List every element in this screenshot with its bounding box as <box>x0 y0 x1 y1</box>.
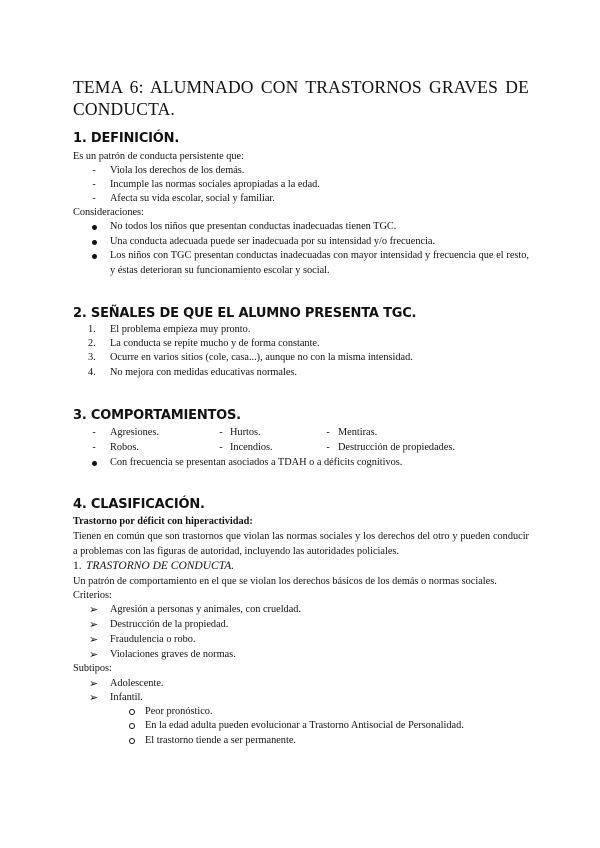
list-item: Los niños con TGC presentan conductas inadecuadas con mayor intensidad y frecuencia que el resto, y éstas deterioran su funcionamiento escolar y social. <box>110 250 529 276</box>
arrow-marker: ➢ <box>89 649 99 661</box>
dash-marker: - <box>92 427 96 438</box>
circle-marker <box>129 709 135 715</box>
list-item: Con frecuencia se presentan asociados a TDAH o a déficits cognitivos. <box>110 457 403 468</box>
bullet-marker <box>92 225 97 230</box>
infantil-item: En la edad adulta pueden evolucionar a Trastorno Antisocial de Personalidad. <box>145 720 464 731</box>
dash-marker: - <box>326 427 330 438</box>
arrow-marker: ➢ <box>89 604 99 616</box>
subtype-item: Infantil. <box>110 692 143 703</box>
definition-intro: Es un patrón de conducta persistente que: <box>73 151 244 162</box>
document-title: TEMA 6: ALUMNADO CON TRASTORNOS GRAVES DE CONDUCTA. <box>73 77 529 119</box>
section-heading-clasificacion: 4. CLASIFICACIÓN. <box>73 497 205 512</box>
dash-marker: - <box>219 427 223 438</box>
list-item: Incumple las normas sociales apropiadas a la edad. <box>110 179 320 190</box>
dash-marker: - <box>92 442 96 453</box>
subsection-number: 1. <box>73 560 82 572</box>
bullet-marker <box>92 240 97 245</box>
list-number: 2. <box>88 338 96 349</box>
subtype-item: Adolescente. <box>110 678 164 689</box>
classification-paragraph: Tienen en común que son trastornos que violan las normas sociales y los derechos del otro y pueden conducir a problemas con las figuras de autoridad, incluyendo las autoridades policiales. <box>73 531 529 557</box>
circle-marker <box>129 723 135 729</box>
behavior-item: Incendios. <box>230 442 273 453</box>
section-heading-comportamientos: 3. COMPORTAMIENTOS. <box>73 408 241 423</box>
list-number: 4. <box>88 367 96 378</box>
arrow-marker: ➢ <box>89 692 99 704</box>
criteria-item: Agresión a personas y animales, con crueldad. <box>110 604 302 615</box>
dash-marker: - <box>92 179 96 190</box>
section-heading-definicion: 1. DEFINICIÓN. <box>73 131 180 146</box>
behavior-item: Mentiras. <box>338 427 378 438</box>
bullet-marker <box>92 461 97 466</box>
arrow-marker: ➢ <box>89 634 99 646</box>
subheading-tdah: Trastorno por déficit con hiperactividad: <box>73 516 253 527</box>
behavior-item: Robos. <box>110 442 139 453</box>
list-item: No todos los niños que presentan conductas inadecuadas tienen TGC. <box>110 221 397 232</box>
definition-text: Un patrón de comportamiento en el que se violan los derechos básicos de los demás o normas sociales. <box>73 576 497 587</box>
dash-marker: - <box>92 193 96 204</box>
subheading-trastorno-conducta: TRASTORNO DE CONDUCTA. <box>86 560 235 572</box>
list-item: Una conducta adecuada puede ser inadecuada por su intensidad y/o frecuencia. <box>110 236 436 247</box>
list-number: 1. <box>88 324 96 335</box>
infantil-item: Peor pronóstico. <box>145 706 213 717</box>
list-item: Viola los derechos de los demás. <box>110 165 245 176</box>
bullet-marker <box>92 254 97 259</box>
section-heading-senales: 2. SEÑALES DE QUE EL ALUMNO PRESENTA TGC. <box>73 306 417 321</box>
behavior-item: Destrucción de propiedades. <box>338 442 455 453</box>
infantil-item: El trastorno tiende a ser permanente. <box>145 735 296 746</box>
criteria-label: Criterios: <box>73 590 112 601</box>
subtypes-label: Subtipos: <box>73 663 112 674</box>
circle-marker <box>129 738 135 744</box>
arrow-marker: ➢ <box>89 678 99 690</box>
list-number: 3. <box>88 352 96 363</box>
behavior-item: Hurtos. <box>230 427 261 438</box>
list-item: Ocurre en varios sitios (cole, casa...), aunque no con la misma intensidad. <box>110 352 413 363</box>
criteria-item: Fraudulencia o robo. <box>110 634 196 645</box>
considerations-label: Consideraciones: <box>73 207 144 218</box>
list-item: La conducta se repite mucho y de forma constante. <box>110 338 320 349</box>
list-item: El problema empieza muy pronto. <box>110 324 251 335</box>
dash-marker: - <box>92 165 96 176</box>
behavior-item: Agresiones. <box>110 427 159 438</box>
dash-marker: - <box>219 442 223 453</box>
list-item: Afecta su vida escolar, social y familiar. <box>110 193 275 204</box>
list-item: No mejora con medidas educativas normales. <box>110 367 297 378</box>
criteria-item: Destrucción de la propiedad. <box>110 619 229 630</box>
dash-marker: - <box>326 442 330 453</box>
arrow-marker: ➢ <box>89 619 99 631</box>
criteria-item: Violaciones graves de normas. <box>110 649 236 660</box>
